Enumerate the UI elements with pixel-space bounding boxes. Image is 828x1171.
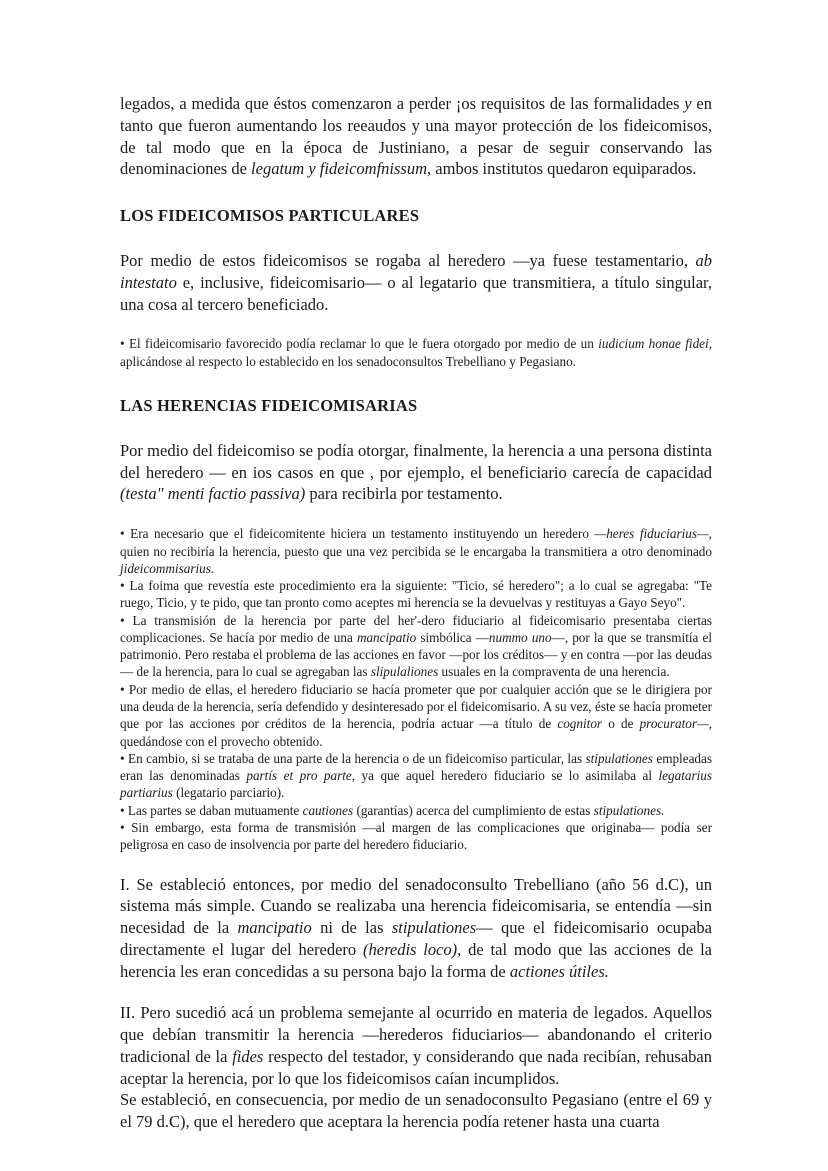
bullet-item xyxy=(120,612,712,681)
text-run: para recibirla por testamento. xyxy=(305,484,503,504)
text-run-italic: —heres fiduciarius—, xyxy=(594,526,712,542)
text-run: Por medio de estos fideicomisos se rogaba al heredero —ya fuese testamentario, xyxy=(120,251,696,271)
text-run: ya que aquel heredero fiduciario se lo asimilaba al xyxy=(355,768,659,784)
bullet-item xyxy=(120,577,712,612)
section-heading-fideicomisos-particulares: LOS FIDEICOMISOS PARTICULARES xyxy=(120,206,420,226)
text-run-italic: actiones útiles. xyxy=(509,961,609,981)
paragraph-numbered-2 xyxy=(120,1002,712,1089)
text-run: • Por medio de ellas, el heredero fiduciario se hacía prometer que por cualquier acción que se le dirigiera por una deuda de la herencia, sería defendido y desinteresado por el fideicomisario. A su vez, éste se hacía prometer que por las acciones por créditos de la herencia, podría actuar —a título de xyxy=(120,681,712,732)
text-run-italic: ab intestato xyxy=(120,251,712,292)
text-run-italic: cautiones xyxy=(302,802,354,818)
section-heading-herencias-fideicomisarias: LAS HERENCIAS FIDEICOMISARIAS xyxy=(120,395,418,415)
text-run: II. Pero sucedió acá un problema semejante al ocurrido en materia de legados. Aquellos que debían transmitir la herencia —herederos fiduciarios— abandonando el criterio tradicional de la xyxy=(120,1003,712,1066)
text-run: ambos institutos quedaron equiparados. xyxy=(431,159,697,179)
text-run: • La foima que revestía este procedimiento era la siguiente: "Ticio, sé heredero"; a lo cual se agregaba: "Te ruego, Ticio, y te pido, que tan pronto como aceptes mi herencia se la devuelvas y restituyas a Gayo Seyo". xyxy=(120,578,712,611)
text-run-italic: nummo uno xyxy=(488,629,552,645)
text-run-italic: fides xyxy=(232,1046,264,1066)
text-run: (legatario parciario). xyxy=(172,785,285,801)
text-run-italic: legatarius partiarius xyxy=(120,768,712,801)
text-run-italic: mancipatio xyxy=(237,918,312,938)
bullet-group xyxy=(120,335,712,370)
text-run: respecto del testador, y considerando que nada recibían, rehusaban aceptar la herencia, por lo que los fideicomisos caían incumplidos. xyxy=(120,1046,712,1088)
text-run: o de xyxy=(602,716,640,732)
text-run: I. Se estableció entonces, por medio del senadoconsulto Trebelliano (año 56 d.C), un sistema más simple. Cuando se realizaba una herencia fideicomisaria, se entendía —sin necesidad de la xyxy=(120,874,712,938)
text-run-italic: (heredis loco), xyxy=(363,939,462,959)
text-run-italic: jideicommisarius. xyxy=(120,560,215,576)
text-run: Por medio del fideicomiso se podía otorgar, finalmente, la herencia a una persona distinta del heredero — en ios casos en que , por ejemplo, el beneficiario carecía de capacidad xyxy=(120,440,712,482)
text-run-italic: mancipatio xyxy=(356,629,417,645)
text-run: Se estableció, en consecuencia, por medio de un senadoconsulto Pegasiano (entre el 69 y el 79 d.C), que el heredero que aceptara la herencia podía retener hasta una cuarta xyxy=(120,1090,712,1132)
bullet-group xyxy=(120,525,712,853)
paragraph xyxy=(120,250,712,315)
bullet-item xyxy=(120,681,712,750)
text-run: • La transmisión de la herencia por parte del her'-dero fiduciario al fideicomisario presentaba ciertas complicaciones. Se hacía por medio de una xyxy=(120,612,712,645)
text-run-italic: y xyxy=(684,94,692,113)
text-run-italic: slipulaliones xyxy=(370,664,439,680)
bullet-item xyxy=(120,525,712,577)
text-run-italic: procurator—, xyxy=(639,716,712,732)
text-run-italic: partís et pro parte, xyxy=(246,768,356,784)
text-run: • Las partes se daban mutuamente xyxy=(120,802,303,818)
bullet-item xyxy=(120,335,712,370)
text-run-italic: stipulationes. xyxy=(593,802,665,818)
text-run: —, por la que se transmitía el patrimonio. Pero restaba el problema de las acciones en favor —por los créditos— y en contra —por las deudas— de la herencia, para lo cual se agregaban las xyxy=(120,629,712,680)
text-run-italic: cognitor xyxy=(557,716,603,732)
bullet-item xyxy=(120,819,712,854)
text-run: quien no recibiría la herencia, puesto que una vez percibida se le encargaba la transmitiera a otro denominado xyxy=(120,543,712,559)
text-run: • En cambio, si se trataba de una parte de la herencia o de un fideicomiso particular, las xyxy=(120,750,586,766)
text-run-italic: stipulationes xyxy=(585,750,653,766)
text-run: aplicándose al respecto lo establecido en los senadoconsultos Trebelliano y Pegasiano. xyxy=(120,353,576,369)
text-run: usuales en la compraventa de una herencia. xyxy=(438,664,670,680)
paragraph-intro xyxy=(120,93,712,180)
text-run: empleadas eran las denominadas xyxy=(120,750,712,784)
text-run: — que el fideicomisario ocupaba directamente el lugar del heredero xyxy=(120,918,712,959)
text-run: en tanto que fueron aumentando los reeaudos y una mayor protección de los fideicomisos, de tal modo que en la época de Justiniano, a pesar de seguir conservando las denominaciones de xyxy=(120,94,712,179)
text-run: • Sin embargo, esta forma de transmisión —al margen de las complicaciones que originaba— podía ser peligrosa en caso de insolvencia por parte del heredero fiduciario. xyxy=(120,820,712,853)
text-run: • Era necesario que el fideicomitente hiciera un testamento instituyendo un heredero xyxy=(120,526,595,542)
paragraph xyxy=(120,440,712,505)
text-run: • El fideicomisario favorecido podía reclamar lo que le fuera otorgado por medio de un xyxy=(120,336,599,352)
text-run: legados, a medida que éstos comenzaron a perder ¡os requisitos de las formalidades xyxy=(120,94,685,113)
paragraph-numbered-1 xyxy=(120,874,712,983)
text-run-italic: iudicium honae fidei, xyxy=(598,336,712,352)
text-run: simbólica — xyxy=(416,629,489,645)
text-run-italic: legatum y fideicomfnissum, xyxy=(251,159,432,179)
bullet-item xyxy=(120,802,712,819)
text-run: e, inclusive, fideicomisario— o al legatario que transmitiera, a título singular, una cosa al tercero beneficiado. xyxy=(120,272,712,314)
text-run: quedándose con el provecho obtenido. xyxy=(120,733,323,749)
text-run: ni de las xyxy=(311,918,392,938)
text-run-italic: stipulationes xyxy=(391,918,477,938)
text-run-italic: (testa" menti factio passiva) xyxy=(120,484,306,504)
bullet-item xyxy=(120,750,712,802)
text-run: de tal modo que las acciones de la herencia les eran concedidas a su persona bajo la forma de xyxy=(120,939,712,981)
text-run: (garantías) acerca del cumplimiento de estas xyxy=(353,802,594,818)
paragraph-continuation xyxy=(120,1089,712,1133)
